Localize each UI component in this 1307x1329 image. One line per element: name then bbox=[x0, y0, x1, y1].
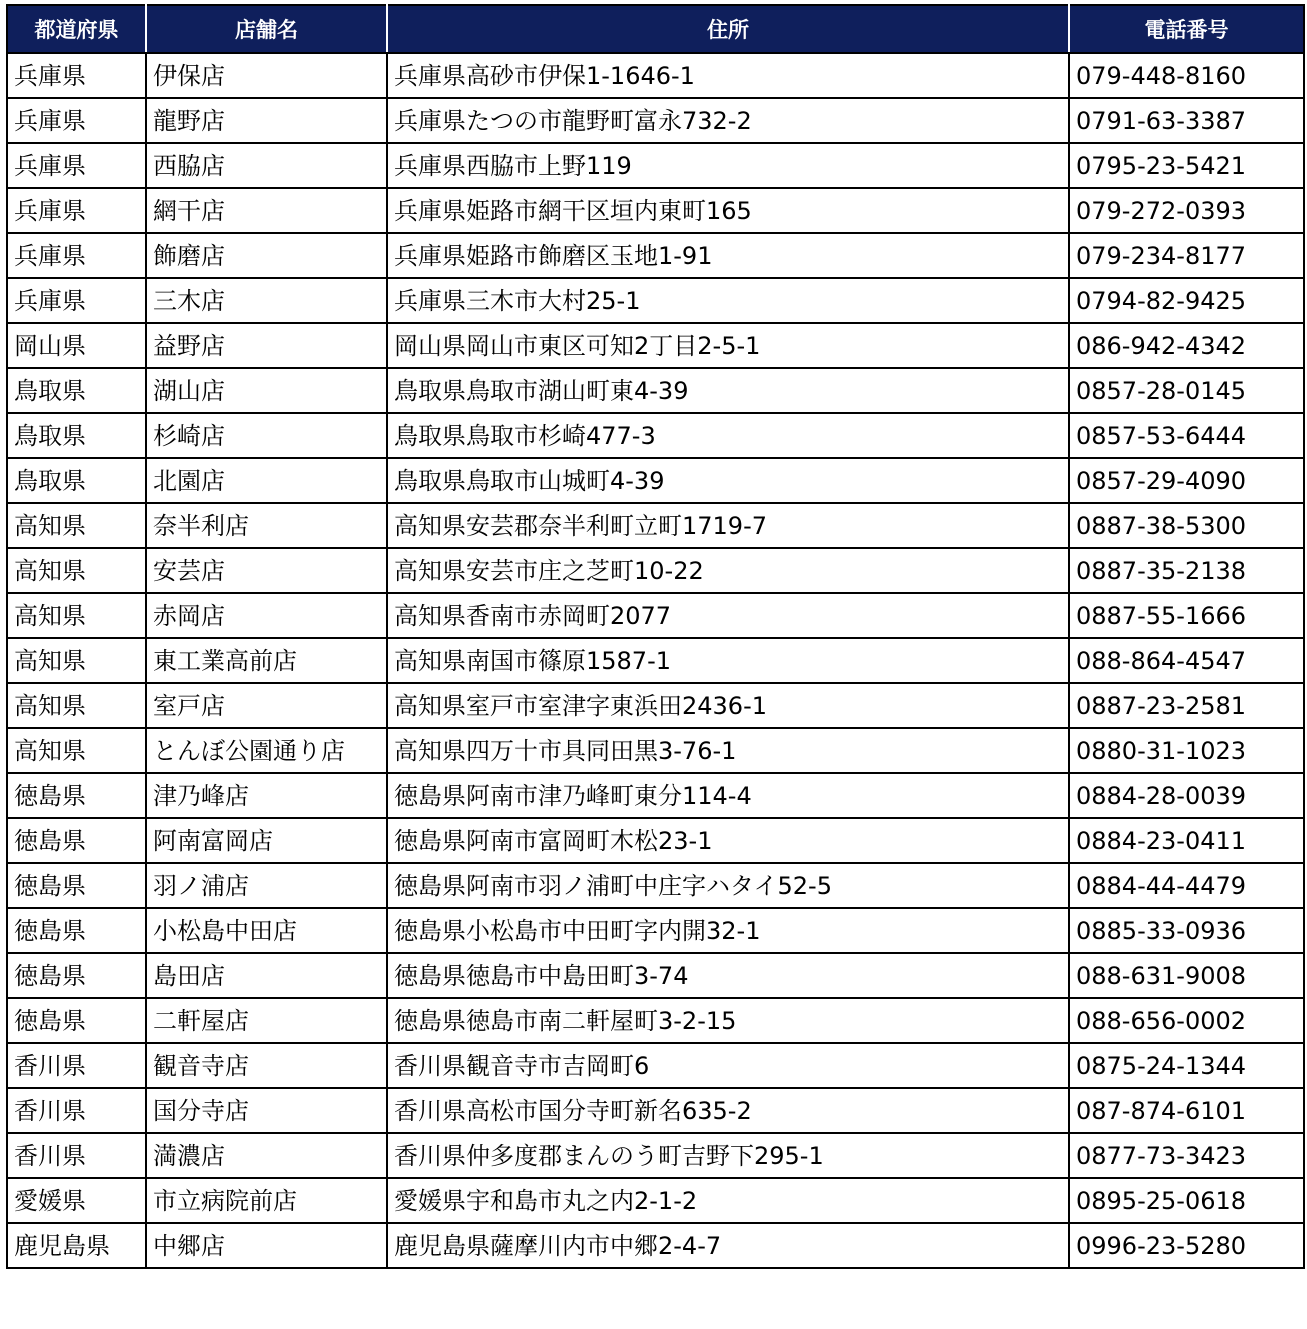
cell-address: 高知県安芸市庄之芝町10-22 bbox=[387, 548, 1069, 593]
cell-store-name: 湖山店 bbox=[146, 368, 387, 413]
cell-prefecture: 高知県 bbox=[7, 503, 146, 548]
cell-address: 香川県高松市国分寺町新名635-2 bbox=[387, 1088, 1069, 1133]
cell-prefecture: 兵庫県 bbox=[7, 278, 146, 323]
cell-prefecture: 香川県 bbox=[7, 1133, 146, 1178]
cell-store-name: 阿南富岡店 bbox=[146, 818, 387, 863]
cell-prefecture: 高知県 bbox=[7, 638, 146, 683]
table-row bbox=[7, 728, 1304, 773]
cell-phone: 088-631-9008 bbox=[1069, 953, 1304, 998]
cell-phone: 079-234-8177 bbox=[1069, 233, 1304, 278]
table-row bbox=[7, 998, 1304, 1043]
header-store-name: 店舗名 bbox=[146, 5, 387, 53]
cell-store-name: 津乃峰店 bbox=[146, 773, 387, 818]
cell-address: 高知県室戸市室津字東浜田2436-1 bbox=[387, 683, 1069, 728]
cell-phone: 087-874-6101 bbox=[1069, 1088, 1304, 1133]
cell-prefecture: 兵庫県 bbox=[7, 233, 146, 278]
cell-address: 兵庫県西脇市上野119 bbox=[387, 143, 1069, 188]
cell-address: 徳島県徳島市南二軒屋町3-2-15 bbox=[387, 998, 1069, 1043]
cell-address: 兵庫県高砂市伊保1-1646-1 bbox=[387, 53, 1069, 98]
cell-store-name: 奈半利店 bbox=[146, 503, 387, 548]
cell-prefecture: 鳥取県 bbox=[7, 368, 146, 413]
cell-store-name: 東工業高前店 bbox=[146, 638, 387, 683]
cell-prefecture: 香川県 bbox=[7, 1043, 146, 1088]
cell-address: 徳島県小松島市中田町字内開32-1 bbox=[387, 908, 1069, 953]
cell-store-name: 中郷店 bbox=[146, 1223, 387, 1268]
table-row bbox=[7, 323, 1304, 368]
cell-prefecture: 高知県 bbox=[7, 728, 146, 773]
cell-phone: 079-448-8160 bbox=[1069, 53, 1304, 98]
cell-phone: 0875-24-1344 bbox=[1069, 1043, 1304, 1088]
cell-prefecture: 兵庫県 bbox=[7, 53, 146, 98]
cell-address: 徳島県阿南市津乃峰町東分114-4 bbox=[387, 773, 1069, 818]
cell-store-name: 西脇店 bbox=[146, 143, 387, 188]
cell-phone: 0885-33-0936 bbox=[1069, 908, 1304, 953]
cell-phone: 0791-63-3387 bbox=[1069, 98, 1304, 143]
table-body bbox=[7, 53, 1304, 1268]
cell-address: 鹿児島県薩摩川内市中郷2-4-7 bbox=[387, 1223, 1069, 1268]
cell-phone: 0884-44-4479 bbox=[1069, 863, 1304, 908]
cell-phone: 079-272-0393 bbox=[1069, 188, 1304, 233]
cell-phone: 0884-23-0411 bbox=[1069, 818, 1304, 863]
cell-address: 徳島県阿南市羽ノ浦町中庄字ハタイ52-5 bbox=[387, 863, 1069, 908]
cell-store-name: 三木店 bbox=[146, 278, 387, 323]
cell-phone: 0887-38-5300 bbox=[1069, 503, 1304, 548]
cell-address: 兵庫県たつの市龍野町富永732-2 bbox=[387, 98, 1069, 143]
cell-address: 高知県安芸郡奈半利町立町1719-7 bbox=[387, 503, 1069, 548]
header-phone: 電話番号 bbox=[1069, 5, 1304, 53]
cell-prefecture: 徳島県 bbox=[7, 818, 146, 863]
table-row bbox=[7, 188, 1304, 233]
cell-store-name: 安芸店 bbox=[146, 548, 387, 593]
table-row bbox=[7, 818, 1304, 863]
cell-phone: 0887-23-2581 bbox=[1069, 683, 1304, 728]
table-row bbox=[7, 953, 1304, 998]
cell-address: 兵庫県姫路市飾磨区玉地1-91 bbox=[387, 233, 1069, 278]
cell-address: 鳥取県鳥取市湖山町東4-39 bbox=[387, 368, 1069, 413]
cell-store-name: 羽ノ浦店 bbox=[146, 863, 387, 908]
cell-store-name: 飾磨店 bbox=[146, 233, 387, 278]
cell-store-name: 市立病院前店 bbox=[146, 1178, 387, 1223]
cell-prefecture: 高知県 bbox=[7, 593, 146, 638]
cell-phone: 0884-28-0039 bbox=[1069, 773, 1304, 818]
cell-address: 岡山県岡山市東区可知2丁目2-5-1 bbox=[387, 323, 1069, 368]
cell-prefecture: 兵庫県 bbox=[7, 143, 146, 188]
header-prefecture: 都道府県 bbox=[7, 5, 146, 53]
table-row bbox=[7, 98, 1304, 143]
cell-phone: 0794-82-9425 bbox=[1069, 278, 1304, 323]
cell-phone: 0887-55-1666 bbox=[1069, 593, 1304, 638]
table-row bbox=[7, 1223, 1304, 1268]
table-row bbox=[7, 503, 1304, 548]
cell-store-name: 室戸店 bbox=[146, 683, 387, 728]
cell-phone: 0996-23-5280 bbox=[1069, 1223, 1304, 1268]
cell-prefecture: 徳島県 bbox=[7, 908, 146, 953]
table-row bbox=[7, 548, 1304, 593]
table-row bbox=[7, 1133, 1304, 1178]
table-row bbox=[7, 1088, 1304, 1133]
table-row bbox=[7, 1178, 1304, 1223]
cell-store-name: 観音寺店 bbox=[146, 1043, 387, 1088]
cell-address: 香川県観音寺市吉岡町6 bbox=[387, 1043, 1069, 1088]
table-row bbox=[7, 683, 1304, 728]
cell-phone: 0795-23-5421 bbox=[1069, 143, 1304, 188]
cell-phone: 088-656-0002 bbox=[1069, 998, 1304, 1043]
table-row bbox=[7, 53, 1304, 98]
table-row bbox=[7, 908, 1304, 953]
cell-store-name: 二軒屋店 bbox=[146, 998, 387, 1043]
store-list-table bbox=[6, 4, 1305, 1269]
cell-phone: 086-942-4342 bbox=[1069, 323, 1304, 368]
cell-address: 鳥取県鳥取市杉崎477-3 bbox=[387, 413, 1069, 458]
cell-prefecture: 兵庫県 bbox=[7, 188, 146, 233]
cell-store-name: 満濃店 bbox=[146, 1133, 387, 1178]
cell-prefecture: 岡山県 bbox=[7, 323, 146, 368]
header-address: 住所 bbox=[387, 5, 1069, 53]
cell-store-name: 島田店 bbox=[146, 953, 387, 998]
table-row bbox=[7, 638, 1304, 683]
table-row bbox=[7, 863, 1304, 908]
cell-phone: 0880-31-1023 bbox=[1069, 728, 1304, 773]
cell-store-name: 網干店 bbox=[146, 188, 387, 233]
cell-store-name: 小松島中田店 bbox=[146, 908, 387, 953]
cell-address: 徳島県徳島市中島田町3-74 bbox=[387, 953, 1069, 998]
cell-address: 兵庫県姫路市網干区垣内東町165 bbox=[387, 188, 1069, 233]
cell-prefecture: 鳥取県 bbox=[7, 458, 146, 503]
table-row bbox=[7, 233, 1304, 278]
cell-prefecture: 兵庫県 bbox=[7, 98, 146, 143]
header-row bbox=[7, 5, 1304, 53]
cell-phone: 0895-25-0618 bbox=[1069, 1178, 1304, 1223]
cell-store-name: 杉崎店 bbox=[146, 413, 387, 458]
table-row bbox=[7, 278, 1304, 323]
table-row bbox=[7, 413, 1304, 458]
cell-address: 鳥取県鳥取市山城町4-39 bbox=[387, 458, 1069, 503]
cell-prefecture: 徳島県 bbox=[7, 953, 146, 998]
table-row bbox=[7, 773, 1304, 818]
cell-store-name: 北園店 bbox=[146, 458, 387, 503]
cell-phone: 0857-28-0145 bbox=[1069, 368, 1304, 413]
table-row bbox=[7, 368, 1304, 413]
cell-address: 徳島県阿南市富岡町木松23-1 bbox=[387, 818, 1069, 863]
cell-address: 香川県仲多度郡まんのう町吉野下295-1 bbox=[387, 1133, 1069, 1178]
table-row bbox=[7, 458, 1304, 503]
cell-prefecture: 高知県 bbox=[7, 548, 146, 593]
cell-store-name: とんぼ公園通り店 bbox=[146, 728, 387, 773]
cell-prefecture: 高知県 bbox=[7, 683, 146, 728]
cell-phone: 0887-35-2138 bbox=[1069, 548, 1304, 593]
cell-prefecture: 香川県 bbox=[7, 1088, 146, 1133]
cell-phone: 0857-53-6444 bbox=[1069, 413, 1304, 458]
cell-store-name: 益野店 bbox=[146, 323, 387, 368]
cell-store-name: 龍野店 bbox=[146, 98, 387, 143]
table-row bbox=[7, 143, 1304, 188]
cell-phone: 0877-73-3423 bbox=[1069, 1133, 1304, 1178]
table-row bbox=[7, 593, 1304, 638]
cell-prefecture: 愛媛県 bbox=[7, 1178, 146, 1223]
cell-address: 愛媛県宇和島市丸之内2-1-2 bbox=[387, 1178, 1069, 1223]
cell-phone: 088-864-4547 bbox=[1069, 638, 1304, 683]
cell-store-name: 国分寺店 bbox=[146, 1088, 387, 1133]
table-row bbox=[7, 1043, 1304, 1088]
cell-prefecture: 鹿児島県 bbox=[7, 1223, 146, 1268]
cell-address: 高知県四万十市具同田黒3-76-1 bbox=[387, 728, 1069, 773]
cell-prefecture: 徳島県 bbox=[7, 998, 146, 1043]
cell-store-name: 赤岡店 bbox=[146, 593, 387, 638]
cell-phone: 0857-29-4090 bbox=[1069, 458, 1304, 503]
cell-prefecture: 鳥取県 bbox=[7, 413, 146, 458]
cell-address: 兵庫県三木市大村25-1 bbox=[387, 278, 1069, 323]
cell-prefecture: 徳島県 bbox=[7, 773, 146, 818]
cell-prefecture: 徳島県 bbox=[7, 863, 146, 908]
cell-address: 高知県香南市赤岡町2077 bbox=[387, 593, 1069, 638]
cell-address: 高知県南国市篠原1587-1 bbox=[387, 638, 1069, 683]
cell-store-name: 伊保店 bbox=[146, 53, 387, 98]
table-header bbox=[7, 5, 1304, 53]
